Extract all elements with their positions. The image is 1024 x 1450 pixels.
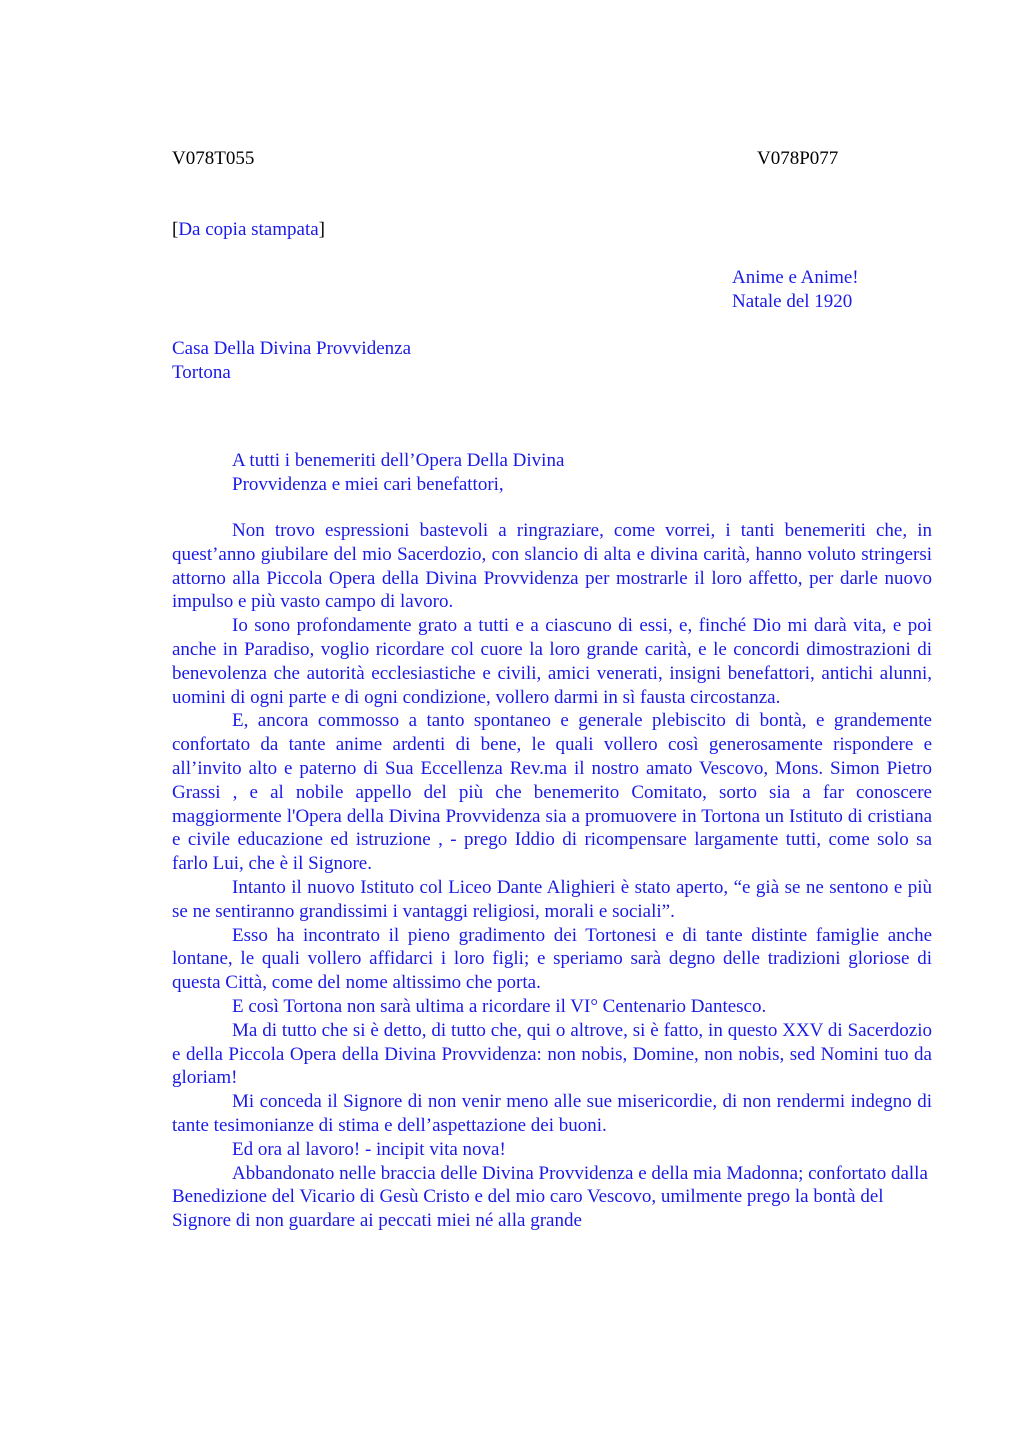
letter-body — [172, 519, 932, 1233]
letter-title-line: Anime e Anime! — [732, 267, 859, 288]
source-note-close-bracket: ] — [318, 219, 325, 240]
body-paragraph: Mi conceda il Signore di non venir meno alle sue misericordie, di non rendermi indegno di tante tesimonianze di stima e dell’aspettazione dei buoni. — [172, 1091, 932, 1136]
salutation — [232, 449, 564, 497]
sender-name: Casa Della Divina Provvidenza — [172, 338, 412, 359]
body-paragraph: Abbandonato nelle braccia delle Divina Provvidenza e della mia Madonna; confortato dalla Benedizione del Vicario di Gesù Cristo e del mio caro Vescovo, umilmente prego la bontà del Signore di non guardare ai peccati miei né alla grande — [172, 1162, 928, 1232]
body-paragraph: Io sono profondamente grato a tutti e a ciascuno di essi, e, finché Dio mi darà vita, e poi anche in Paradiso, voglio ricordare col cuore la loro grande carità, e le concordi dimostrazioni di benevolenza che autorità ecclesiastiche e civili, amici venerati, insigni benefattori, antichi alunni, uomini di ogni parte e di ogni condizione, vollero darmi in sì fausta circostanza. — [172, 615, 932, 708]
body-paragraph: Non trovo espressioni bastevoli a ringraziare, come vorrei, i tanti benemeriti che, in quest’anno giubilare del mio Sacerdozio, con slancio di alta e divina carità, hanno voluto stringersi attorno alla Piccola Opera della Divina Provvidenza per mostrarle il loro affetto, per darle nuovo impulso e più vasto campo di lavoro. — [172, 520, 932, 613]
sender-address — [172, 337, 411, 385]
source-note-open-bracket: [ — [172, 219, 179, 240]
body-paragraph: Esso ha incontrato il pieno gradimento dei Tortonesi e di tante distinte famiglie anche lontane, le quali vollero affidarci i loro figli; e speriamo sarà degno delle tradizioni gloriose di questa Città, come del nome altissimo che porta. — [172, 924, 932, 994]
document-code-right: V078P077 — [757, 148, 839, 169]
source-note — [172, 218, 325, 242]
body-paragraph: E, ancora commosso a tanto spontaneo e generale plebiscito di bontà, e grandemente confortato da tante anime ardenti di bene, le quali vollero così generosamente rispondere e all’invito alto e paterno di Sua Eccellenza Rev.ma il nostro amato Vescovo, Mons. Simon Pietro Grassi , e al nobile appello del più che benemerito Comitato, sorto sia a far conoscere maggiormente l'Opera della Divina Provvidenza sia a promuovere in Tortona un Istituto di cristiana e civile educazione ed istruzione , - prego Iddio di ricompensare largamente tutti, come solo sa farlo Lui, che è il Signore. — [172, 710, 932, 875]
sender-city: Tortona — [172, 361, 231, 383]
salutation-line: A tutti i benemeriti dell’Opera Della Divina — [232, 450, 565, 471]
letter-title — [732, 266, 859, 314]
body-paragraph: Ed ora al lavoro! - incipit vita nova! — [232, 1138, 506, 1160]
source-note-text: Da copia stampata — [178, 219, 319, 240]
salutation-line: Provvidenza e miei cari benefattori, — [232, 473, 504, 495]
letter-date-line: Natale del 1920 — [732, 290, 853, 312]
body-paragraph: Intanto il nuovo Istituto col Liceo Dante Alighieri è stato aperto, “e già se ne sentono e più se ne sentiranno grandissimi i vantaggi religiosi, morali e sociali”. — [172, 876, 932, 922]
body-paragraph: E così Tortona non sarà ultima a ricordare il VI° Centenario Dantesco. — [232, 995, 767, 1017]
body-paragraph: Ma di tutto che si è detto, di tutto che, qui o altrove, si è fatto, in questo XXV di Sacerdozio e della Piccola Opera della Divina Provvidenza: non nobis, Domine, non nobis, sed Nomini tuo da gloriam! — [172, 1019, 932, 1089]
document-code-left: V078T055 — [172, 148, 255, 169]
